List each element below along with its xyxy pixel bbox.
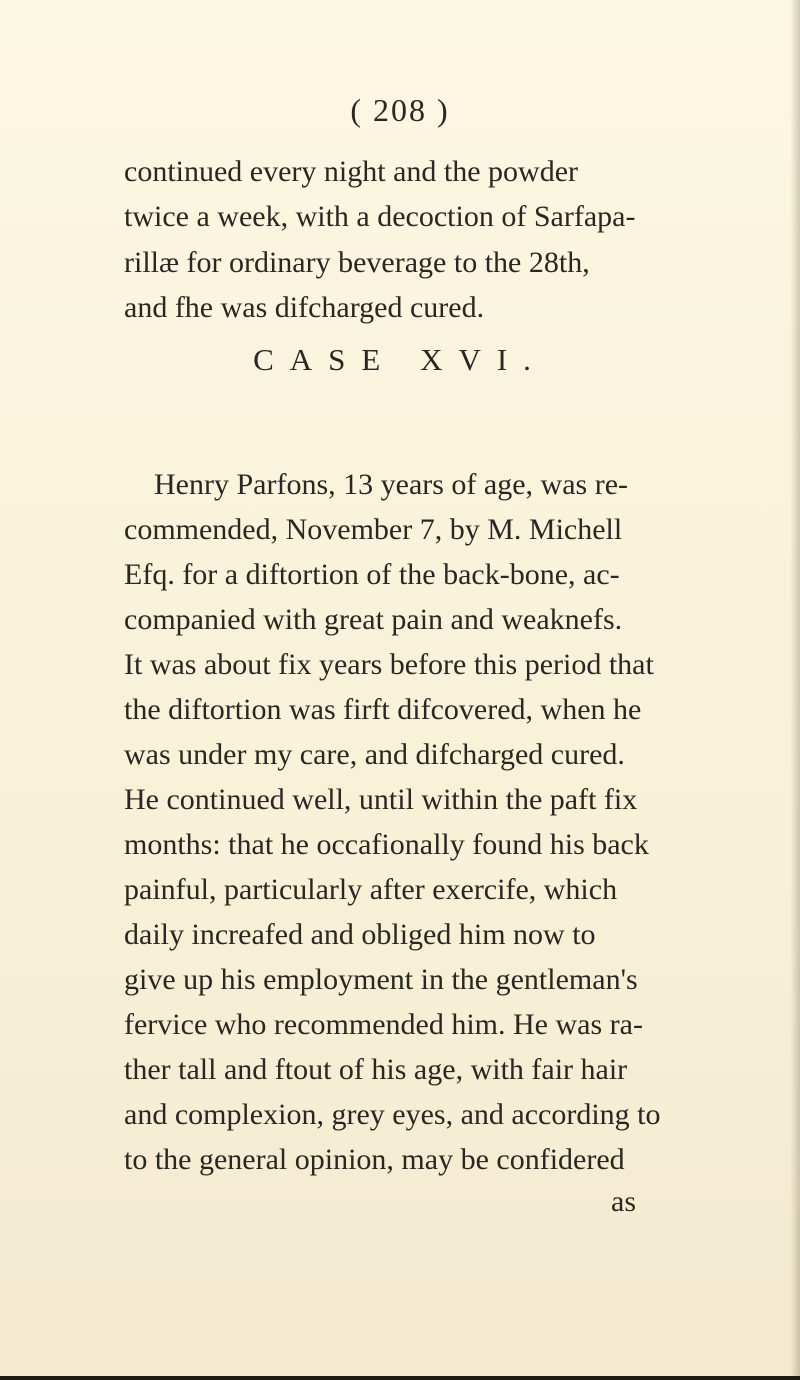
case-line-3: Efq. for a diftortion of the back-bone, ac- <box>124 558 620 591</box>
bottom-edge-line <box>0 1376 800 1380</box>
continuation-line-1: continued every night and the powder <box>124 155 579 188</box>
page-edge-shadow <box>790 0 800 1380</box>
page-number: ( 208 ) <box>350 92 450 128</box>
case-line-4: companied with great pain and weaknefs. <box>124 603 623 636</box>
case-line-16: to the general opinion, may be confidered <box>124 1143 625 1176</box>
continuation-line-4: and fhe was difcharged cured. <box>124 291 485 324</box>
continuation-line-2: twice a week, with a decoction of Sarfapa- <box>124 200 636 233</box>
case-line-14: ther tall and ftout of his age, with fair hair <box>124 1053 628 1086</box>
catchword: as <box>611 1185 636 1218</box>
continuation-line-3: rillæ for ordinary beverage to the 28th, <box>124 246 590 279</box>
case-line-10: painful, particularly after exercife, which <box>124 873 618 906</box>
case-line-6: the diftortion was firft difcovered, when he <box>124 693 642 726</box>
case-line-2: commended, November 7, by M. Michell <box>124 513 623 546</box>
case-line-5: It was about fix years before this period that <box>124 648 654 681</box>
case-line-15: and complexion, grey eyes, and according to <box>124 1098 661 1131</box>
case-line-7: was under my care, and difcharged cured. <box>124 738 625 771</box>
case-line-12: give up his employment in the gentleman's <box>124 963 638 996</box>
case-heading: CASE XVI. <box>253 342 547 377</box>
case-line-9: months: that he occafionally found his back <box>124 828 649 861</box>
case-line-8: He continued well, until within the paft fix <box>124 783 638 816</box>
case-line-1: Henry Parfons, 13 years of age, was re- <box>154 468 628 501</box>
case-line-11: daily increafed and obliged him now to <box>124 918 596 951</box>
case-line-13: fervice who recommended him. He was ra- <box>124 1008 643 1041</box>
